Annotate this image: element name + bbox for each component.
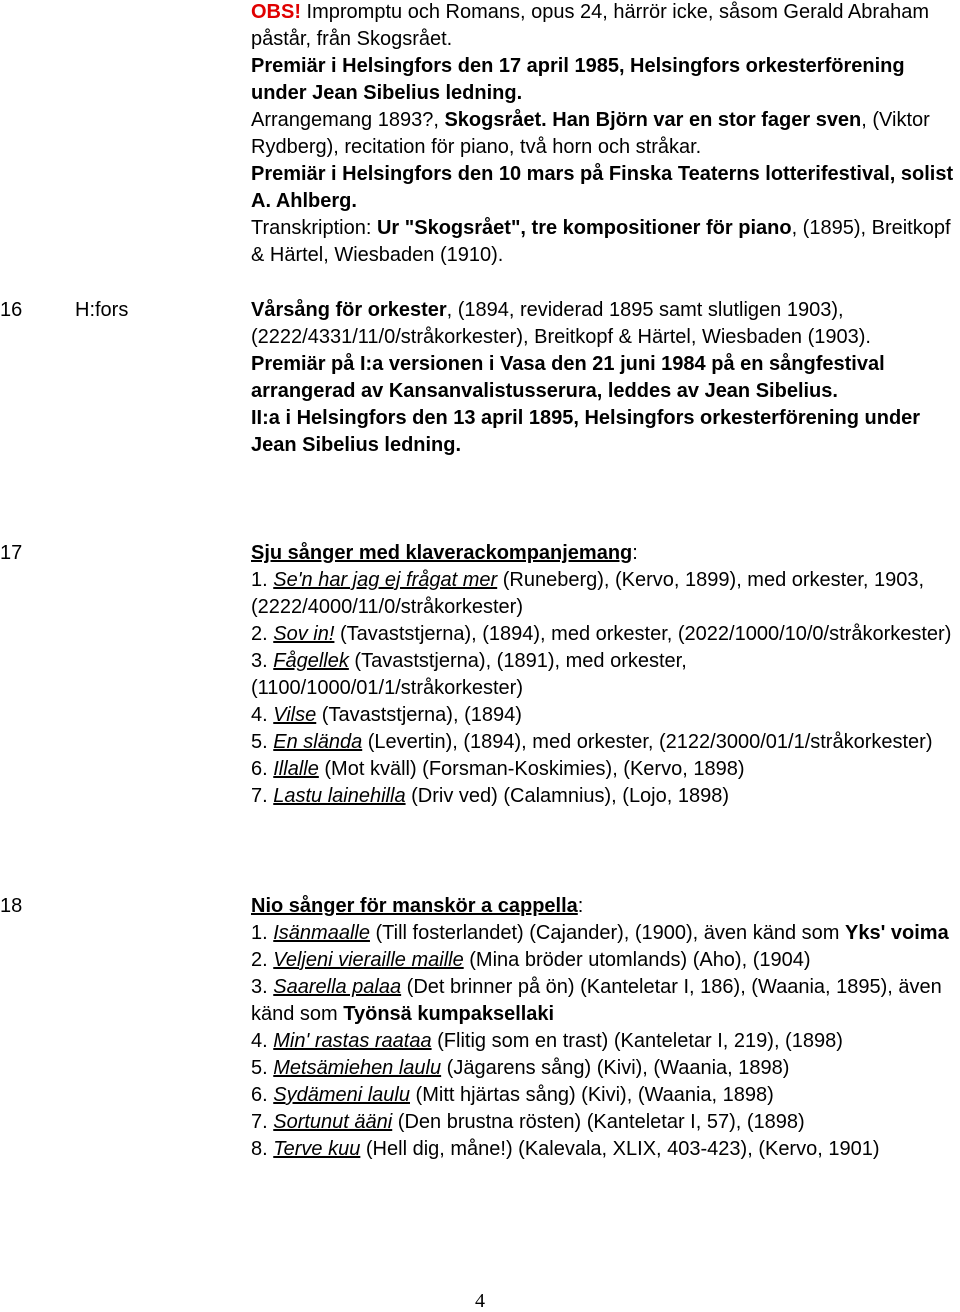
song-number: 1. (251, 569, 274, 591)
song-details: (Levertin), (1894), med orkester, (2122/3000/01/1/stråkorkester) (362, 731, 933, 753)
song-number: 5. (251, 731, 274, 753)
heading-colon: : (632, 542, 638, 564)
transcription-suffix: , (1895), Breitkopf & Härtel, Wiesbaden (1910). (251, 217, 951, 266)
entry-description (251, 297, 960, 351)
song-number: 6. (251, 1084, 274, 1106)
entry-number: 18 (0, 895, 23, 917)
song-alt-title: Työnsä kumpaksellaki (343, 1003, 555, 1025)
song-item (251, 1109, 960, 1136)
song-number: 6. (251, 758, 274, 780)
song-number: 4. (251, 1030, 274, 1052)
song-details: (Tavaststjerna), (1894) (316, 704, 522, 726)
song-number: 4. (251, 704, 274, 726)
song-list (251, 567, 960, 810)
song-title: Terve kuu (273, 1138, 361, 1160)
song-item (251, 1055, 960, 1082)
intro-text (251, 0, 960, 269)
song-alt-title: Yks' voima (845, 922, 949, 944)
song-title: Sydämeni laulu (273, 1084, 410, 1106)
entry-text (251, 540, 960, 810)
premiere-note: Premiär i Helsingfors den 17 april 1985, Helsingfors orkesterförening under Jean Sibelius ledning. (251, 55, 905, 104)
song-item (251, 648, 960, 702)
song-details: (Till fosterlandet) (Cajander), (1900), även känd som (369, 922, 845, 944)
heading-colon: : (577, 895, 584, 917)
song-title: Illalle (273, 758, 319, 780)
obs-label: OBS! (251, 1, 301, 23)
song-title: En slända (273, 731, 363, 753)
arrangement-prefix: Arrangemang 1893?, (251, 109, 445, 131)
song-details: (Mot kväll) (Forsman-Koskimies), (Kervo, 1898) (318, 758, 745, 780)
song-item (251, 974, 960, 1028)
entry-place: H:fors (75, 299, 129, 321)
song-number: 8. (251, 1138, 274, 1160)
obs-text: Impromptu och Romans, opus 24, härrör icke, såsom Gerald Abraham påstår, från Skogsrået. (251, 1, 930, 50)
entry-text (251, 297, 960, 459)
song-item (251, 947, 960, 974)
song-item (251, 567, 960, 621)
song-title: Veljeni vieraille maille (273, 949, 464, 971)
work-details: , (1894, reviderad 1895 samt slutligen 1903), (2222/4331/11/0/stråkorkester), Breitkopf & Härtel, Wiesbaden (1903). (251, 299, 871, 348)
work-title: Vårsång för orkester (251, 299, 447, 321)
song-number: 7. (251, 1111, 274, 1133)
song-details: (Driv ved) (Calamnius), (Lojo, 1898) (405, 785, 730, 807)
song-item (251, 702, 960, 729)
song-details: (Mitt hjärtas sång) (Kivi), (Waania, 1898) (410, 1084, 774, 1106)
song-list (251, 920, 960, 1163)
song-details: (Tavaststjerna), (1891), med orkester, (1100/1000/01/1/stråkorkester) (251, 650, 687, 699)
page-number: 4 (475, 1290, 485, 1312)
arrangement-suffix: , (Viktor Rydberg), recitation för piano, två horn och stråkar. (251, 109, 930, 158)
song-details: (Hell dig, måne!) (Kalevala, XLIX, 403-423), (Kervo, 1901) (360, 1138, 880, 1160)
entry-heading (251, 893, 960, 920)
song-number: 5. (251, 1057, 274, 1079)
song-title: Isänmaalle (273, 922, 370, 944)
song-item (251, 1028, 960, 1055)
song-title: Sortunut ääni (273, 1111, 393, 1133)
song-item (251, 621, 960, 648)
song-title: Fågellek (273, 650, 349, 672)
work-title: Sju sånger med klaverackompanjemang (251, 542, 633, 564)
song-item (251, 1136, 960, 1163)
song-number: 2. (251, 623, 274, 645)
song-number: 1. (251, 922, 274, 944)
arrangement-title: Skogsrået. Han Björn var en stor fager sven (444, 109, 862, 131)
song-details: (Jägarens sång) (Kivi), (Waania, 1898) (441, 1057, 790, 1079)
song-number: 3. (251, 650, 274, 672)
song-details: (Flitig som en trast) (Kanteletar I, 219), (1898) (431, 1030, 843, 1052)
song-title: Saarella palaa (273, 976, 402, 998)
song-title: Metsämiehen laulu (273, 1057, 442, 1079)
premiere-note-2: II:a i Helsingfors den 13 april 1895, Helsingfors orkesterförening under Jean Sibelius ledning. (251, 407, 921, 456)
premiere-note-2: Premiär i Helsingfors den 10 mars på Finska Teaterns lotterifestival, solist A. Ahlberg. (251, 163, 954, 212)
song-title: Se'n har jag ej frågat mer (273, 569, 498, 591)
arrangement-note (251, 107, 960, 161)
song-number: 7. (251, 785, 274, 807)
premiere-note: Premiär på I:a versionen i Vasa den 21 juni 1984 på en sångfestival arrangerad av Kansanvalistusserura, leddes av Jean Sibelius. (251, 353, 885, 402)
song-item (251, 756, 960, 783)
entry-heading (251, 540, 960, 567)
song-item (251, 920, 960, 947)
song-item (251, 783, 960, 810)
song-title: Vilse (273, 704, 317, 726)
entry-number: 17 (0, 542, 23, 564)
song-details: (Den brustna rösten) (Kanteletar I, 57), (1898) (392, 1111, 805, 1133)
song-details: (Det brinner på ön) (Kanteletar I, 186), (Waania, 1895), även känd som (251, 976, 942, 1025)
song-details: (Runeberg), (Kervo, 1899), med orkester, 1903, (2222/4000/11/0/stråkorkester) (251, 569, 925, 618)
transcription-note (251, 215, 960, 269)
transcription-prefix: Transkription: (251, 217, 377, 239)
song-title: Sov in! (273, 623, 335, 645)
song-item (251, 729, 960, 756)
entry-number: 16 (0, 299, 23, 321)
song-number: 3. (251, 976, 274, 998)
song-number: 2. (251, 949, 274, 971)
work-title: Nio sånger för manskör a cappella (251, 895, 578, 917)
song-title: Min' rastas raataa (273, 1030, 432, 1052)
song-details: (Mina bröder utomlands) (Aho), (1904) (463, 949, 811, 971)
transcription-title: Ur "Skogsrået", tre kompositioner för piano (376, 217, 792, 239)
song-details: (Tavaststjerna), (1894), med orkester, (2022/1000/10/0/stråkorkester) (334, 623, 952, 645)
entry-text (251, 893, 960, 1163)
obs-note (251, 0, 960, 53)
song-item (251, 1082, 960, 1109)
song-title: Lastu lainehilla (273, 785, 406, 807)
